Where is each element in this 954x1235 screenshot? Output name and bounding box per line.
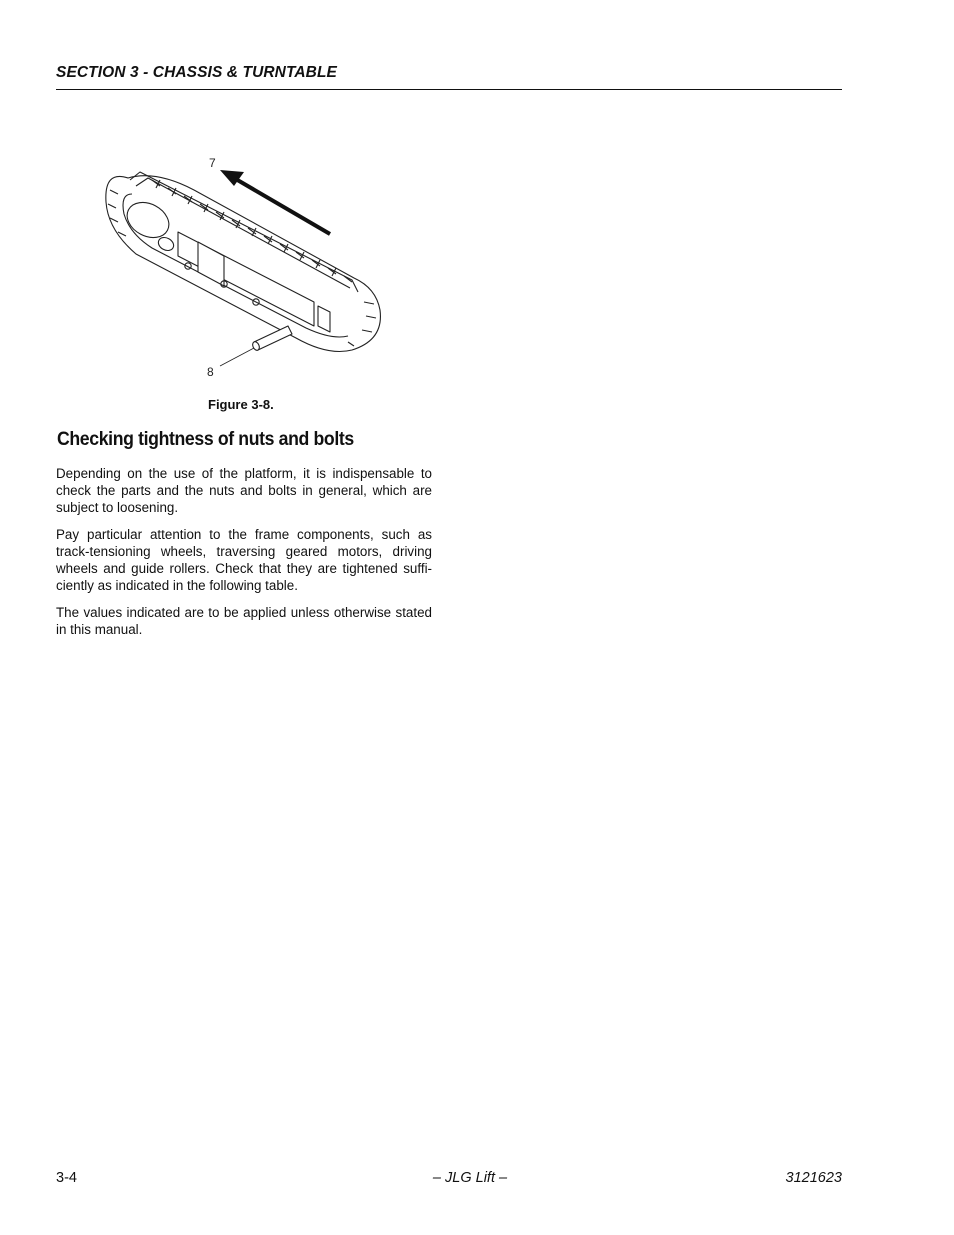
document-number: 3121623 — [785, 1170, 842, 1186]
callout-8: 8 — [207, 365, 214, 379]
header-divider — [56, 89, 842, 90]
callout-7: 7 — [209, 156, 216, 170]
section-header: SECTION 3 - CHASSIS & TURNTABLE — [56, 64, 337, 81]
figure-caption: Figure 3-8. — [208, 397, 274, 412]
paragraph-2: Pay particular attention to the frame components, such as track-tensioning wheels, traversing geared motors, driving wheels and guide rollers. Check that they are tightened suffi- ciently as indicated in the following table. — [56, 527, 432, 593]
footer-brand-text: – JLG Lift – — [432, 1170, 508, 1186]
paragraph-3: The values indicated are to be applied unless otherwise stated in this manual. — [56, 605, 432, 637]
page-number: 3-4 — [56, 1170, 77, 1186]
section-heading: Checking tightness of nuts and bolts — [57, 429, 354, 450]
track-assembly-figure — [96, 150, 406, 385]
paragraph-1: Depending on the use of the platform, it is indispensable to check the parts and the nuts and bolts in general, which are subject to loosening. — [56, 466, 432, 515]
track-illustration — [96, 150, 406, 385]
